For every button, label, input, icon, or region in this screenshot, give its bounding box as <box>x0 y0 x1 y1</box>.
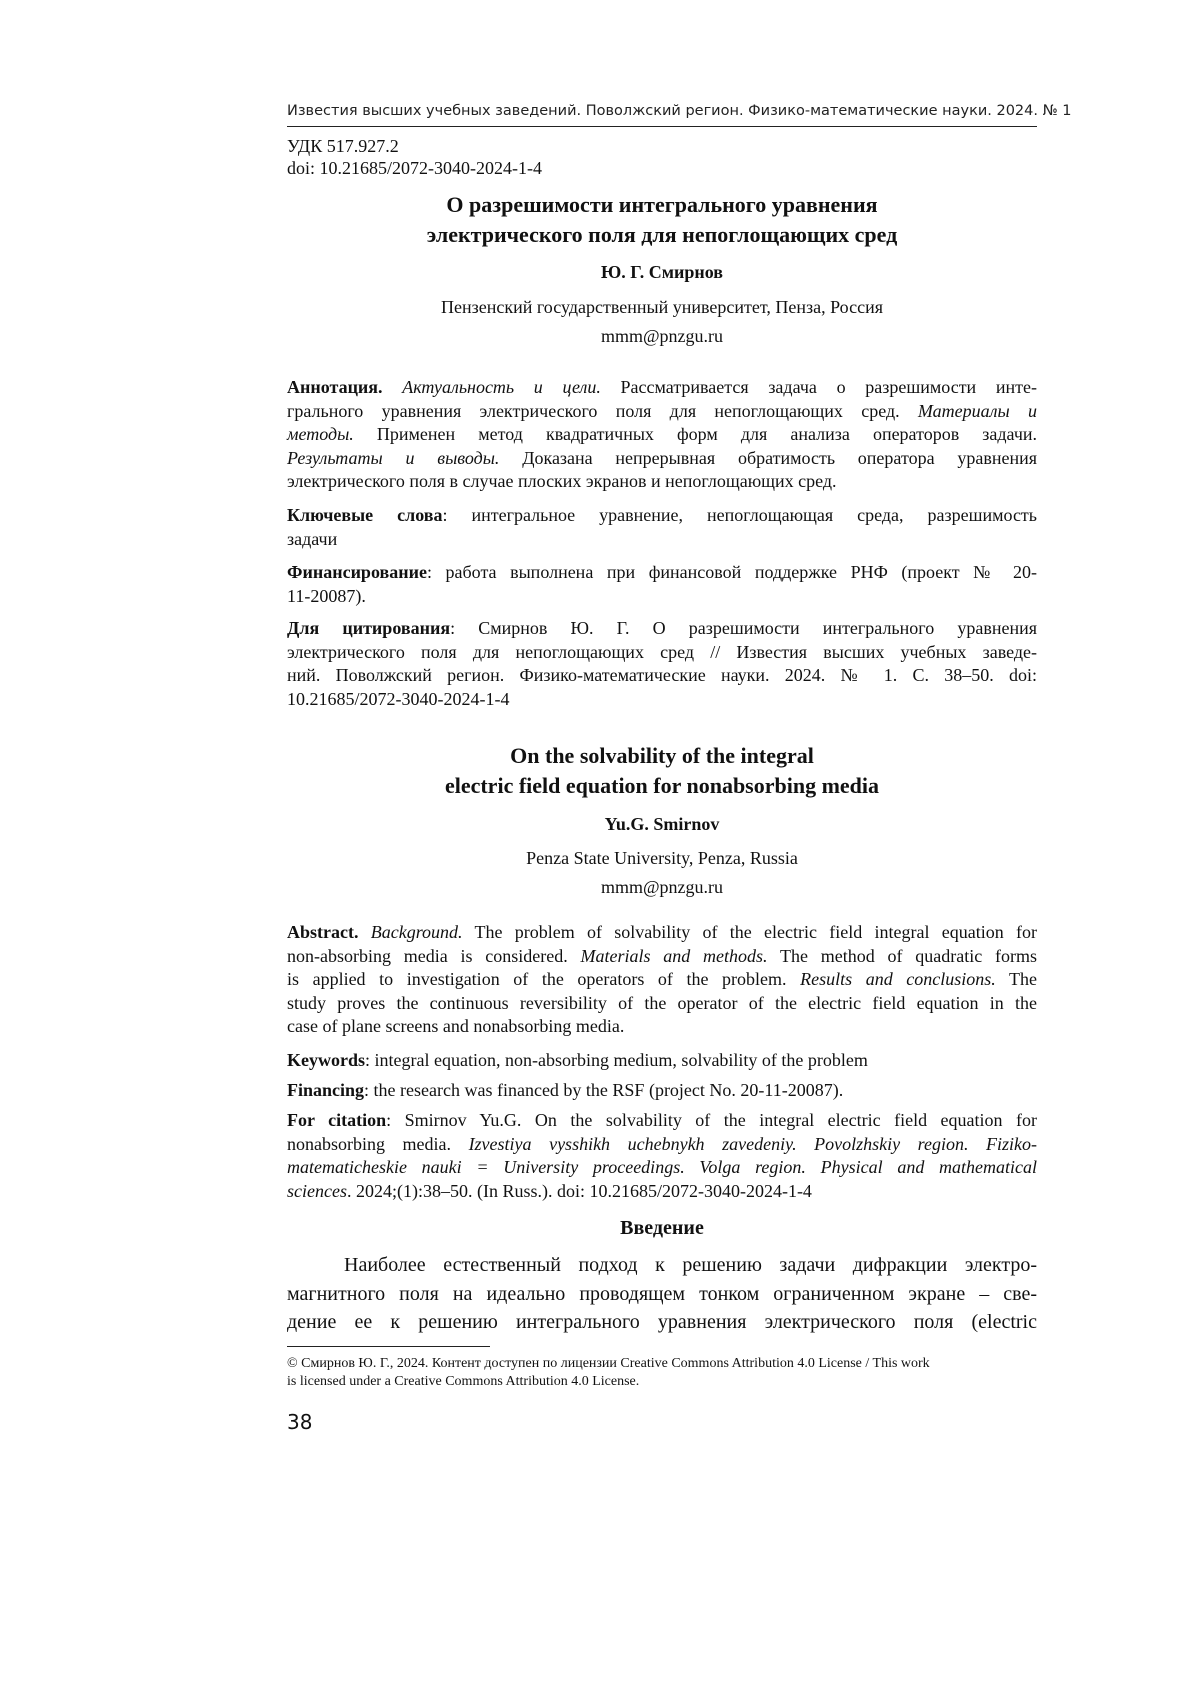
ru-title <box>287 190 1037 250</box>
en-methods-label: Materials and methods. <box>580 945 768 966</box>
en-affiliation: Penza State University, Penza, Russia <box>526 848 798 868</box>
ru-funding: Финансирование: работа выполнена при финансовой поддержке РНФ (проект № 20- 11-20087). <box>287 562 1037 606</box>
en-keywords: Keywords: integral equation, non-absorbing medium, solvability of the problem <box>287 1050 868 1070</box>
ru-title-line2: электрического поля для непоглощающих сред <box>426 222 898 247</box>
en-email: mmm@pnzgu.ru <box>600 877 724 897</box>
en-abstract: Abstract. Background. The problem of solvability of the electric field integral equation for non-absorbing media is considered. Materials and methods. The method of quadratic forms is applied to investigation of the operators of the problem. Results and conclusions. The study proves the continuous reversibility of the operator of the electric field equation in the case of plane screens and nonabsorbing media. <box>287 922 1038 1037</box>
en-title <box>287 741 1037 801</box>
intro-paragraph: Наиболее естественный подход к решению задачи дифракции электро- магнитного поля на идеально проводящем тонком ограниченном экране – све- дение ее к решению интегрального уравнения электрического поля (electric <box>287 1254 1037 1333</box>
ru-keywords-label: Ключевые слова <box>287 505 443 525</box>
ru-citation-label: Для цитирования <box>287 618 451 638</box>
en-citation: For citation: Smirnov Yu.G. On the solvability of the integral electric field equation for nonabsorbing media. Izvestiya vysshikh uchebnykh zavedeniy. Povolzhskiy region. Fiziko- matematicheskie nauki = University proceedings. Volga region. Physical and mathematical sciences. 2024;(1):38–50. (In Russ.). doi: 10.21685/2072-3040-2024-1-4 <box>287 1110 1037 1201</box>
ru-relevance-label: Актуальность и цели. <box>402 377 601 397</box>
ru-abstract: Аннотация. Актуальность и цели. Рассматривается задача о разрешимости инте- грального уравнения электрического поля для непоглощающих сред. Материалы и методы. Применен метод квадратичных форм для анализа операторов задачи. Результаты и выводы. Доказана непрерывная обратимость оператора уравнения электрического поля в случае плоских экранов и непоглощающих сред. <box>287 377 1038 492</box>
doi: doi: 10.21685/2072-3040-2024-1-4 <box>287 158 542 178</box>
ru-author: Ю. Г. Смирнов <box>601 262 723 282</box>
running-header: Известия высших учебных заведений. Поволжский регион. Физико-математические науки. 2024. № 1 <box>287 103 1072 119</box>
en-keywords-label: Keywords <box>287 1050 365 1070</box>
ru-results-label: Результаты и выводы. <box>287 447 500 468</box>
ru-keywords: Ключевые слова: интегральное уравнение, непоглощающая среда, разрешимость задачи <box>287 505 1038 549</box>
ru-abstract-label: Аннотация. <box>287 377 383 397</box>
en-results-label: Results and conclusions. <box>800 969 996 990</box>
ru-funding-label: Финансирование <box>287 562 427 582</box>
header-rule <box>287 126 1037 127</box>
en-abstract-label: Abstract. <box>287 922 359 942</box>
en-financing-label: Financing <box>287 1080 365 1100</box>
en-author: Yu.G. Smirnov <box>604 814 720 834</box>
page-number: 38 <box>287 1410 313 1434</box>
en-title-line2: electric field equation for nonabsorbing media <box>444 773 880 798</box>
en-title-line1: On the solvability of the integral <box>510 743 814 768</box>
footnote-rule <box>287 1346 490 1347</box>
udk-code: УДК 517.927.2 <box>287 136 399 156</box>
en-background-label: Background. <box>370 922 463 942</box>
ru-methods-label: Материалы и <box>917 400 1037 421</box>
license-footnote: © Смирнов Ю. Г., 2024. Контент доступен по лицензии Creative Commons Attribution 4.0 License / This work is licensed under a Creative Commons Attribution 4.0 License. <box>287 1356 930 1389</box>
ru-email: mmm@pnzgu.ru <box>600 326 724 346</box>
ru-citation: Для цитирования: Смирнов Ю. Г. О разрешимости интегрального уравнения электрического поля для непоглощающих сред // Известия высших учебных заведе- ний. Поволжский регион. Физико-математические науки. 2024. № 1. С. 38–50. doi: 10.21685/2072-3040-2024-1-4 <box>287 618 1037 709</box>
ru-title-line1: О разрешимости интегрального уравнения <box>446 192 878 217</box>
en-citation-label: For citation <box>287 1110 387 1130</box>
en-financing: Financing: the research was financed by the RSF (project No. 20-11-20087). <box>287 1080 844 1100</box>
section-heading-intro: Введение <box>620 1217 704 1239</box>
ru-affiliation: Пензенский государственный университет, Пенза, Россия <box>441 297 883 317</box>
